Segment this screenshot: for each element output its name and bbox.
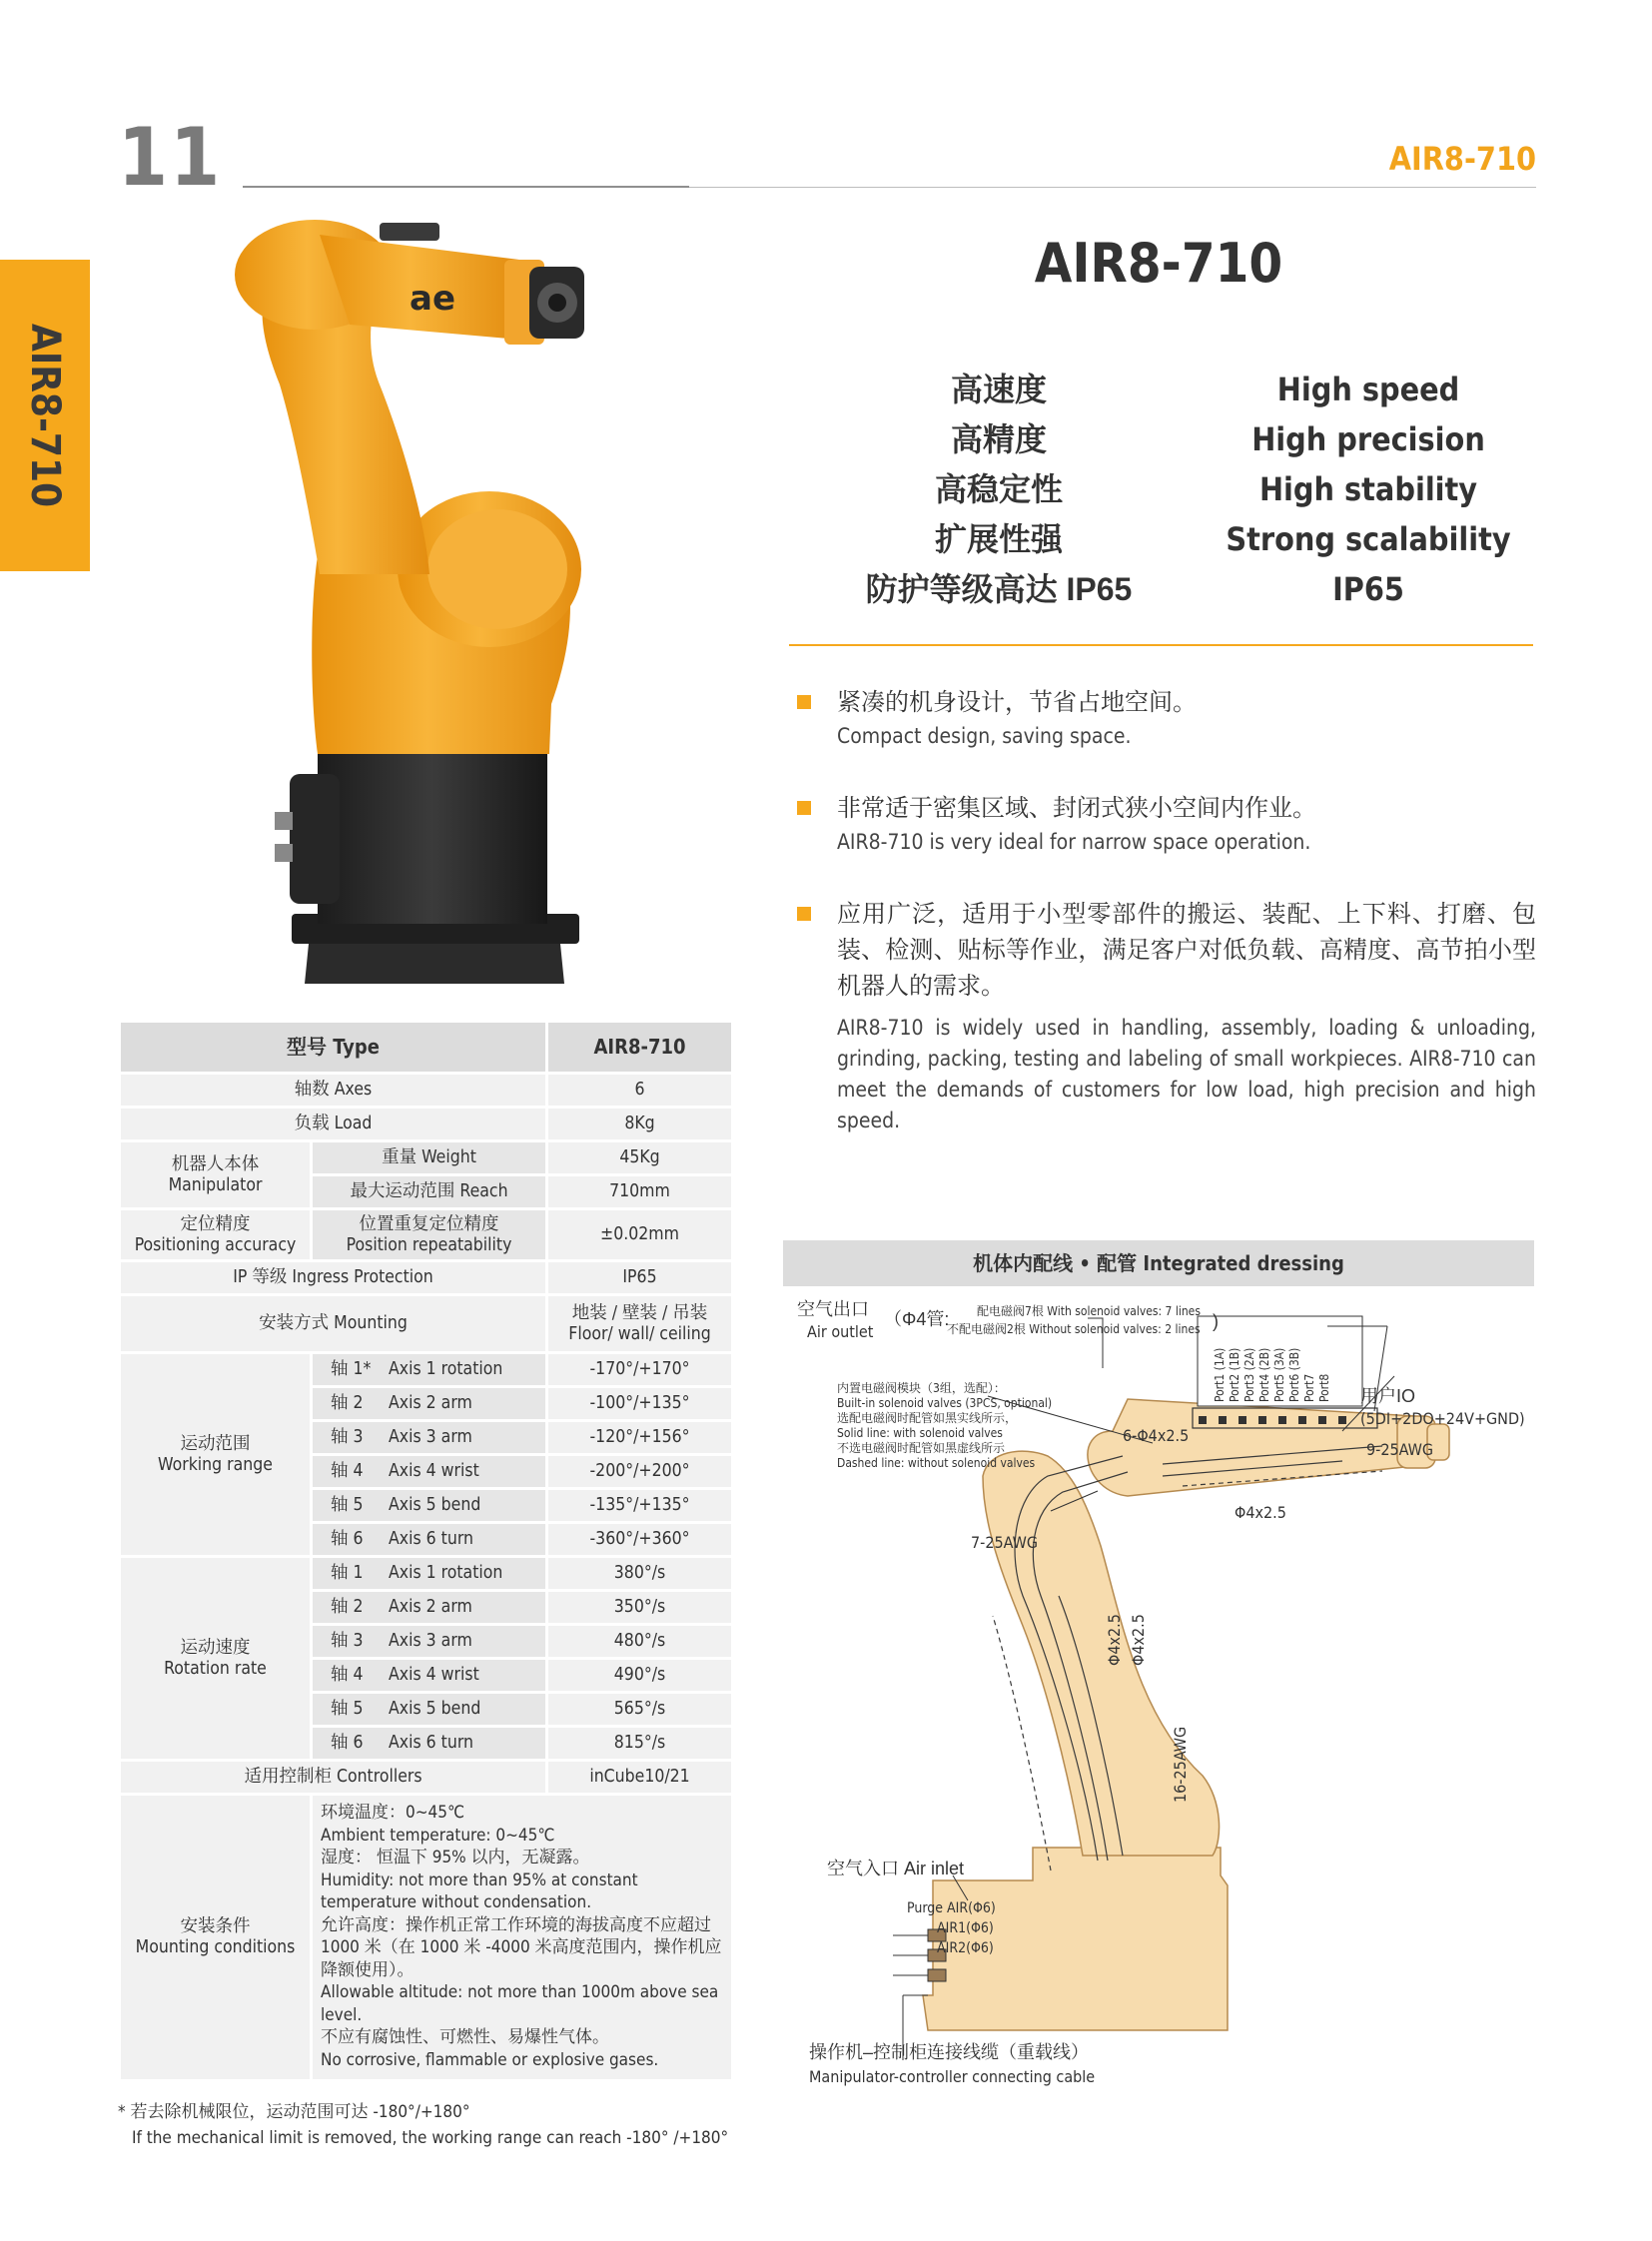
- without-valves: 不配电磁阀2根 Without solenoid valves: 2 lines: [947, 1322, 1201, 1336]
- range-value: -120°/+156°: [547, 1421, 733, 1455]
- port-label: Port5 (3A): [1272, 1347, 1286, 1402]
- table-row: [120, 1557, 733, 1591]
- rate-value: 565°/s: [547, 1693, 733, 1727]
- side-tab: [0, 260, 90, 571]
- feature-cn: 高速度: [950, 372, 1047, 407]
- valve-note: 不选电磁阀时配管如黑虚线所示: [837, 1441, 1006, 1455]
- tube-vertical: Φ4x2.5: [1105, 1614, 1124, 1666]
- mounting-value: 地装 / 壁装 / 吊装 Floor/ wall/ ceiling: [547, 1295, 733, 1353]
- tube-single: Φ4x2.5: [1235, 1503, 1286, 1522]
- axis-label: 轴 5 Axis 5 bend: [312, 1693, 547, 1727]
- weight-value: 45Kg: [547, 1141, 733, 1175]
- axis-label: 轴 1 Axis 1 rotation: [312, 1557, 547, 1591]
- table-row: [120, 1074, 733, 1108]
- feature-cn: 防护等级高达 IP65: [865, 571, 1133, 607]
- robot-arm-photo: [230, 215, 609, 1004]
- range-value: -170°/+170°: [547, 1353, 733, 1387]
- axis-label: 轴 1* Axis 1 rotation: [312, 1353, 547, 1387]
- load-value: 8Kg: [547, 1108, 733, 1141]
- dressing-title: 机体内配线 • 配管 Integrated dressing: [783, 1240, 1534, 1286]
- awg-9: 9-25AWG: [1366, 1440, 1434, 1459]
- port-label: Port8: [1317, 1373, 1331, 1402]
- table-row: [120, 1022, 733, 1074]
- page-number: 11: [118, 111, 223, 204]
- port-label: Port4 (2B): [1257, 1347, 1271, 1402]
- awg-16: 16-25AWG: [1171, 1726, 1190, 1803]
- rotation-rate-label: 运动速度 Rotation rate: [120, 1557, 312, 1761]
- air-outlet-cn: 空气出口: [797, 1299, 869, 1319]
- axis-label: 轴 3 Axis 3 arm: [312, 1625, 547, 1659]
- mounting-conditions-label: 安装条件 Mounting conditions: [120, 1795, 312, 2081]
- air-outlet-en: Air outlet: [807, 1322, 874, 1341]
- bullet-en: Compact design, saving space.: [837, 724, 1132, 748]
- manipulator-label: 机器人本体 Manipulator: [120, 1141, 312, 1209]
- valve-note: Built-in solenoid valves (3PCS, optional): [837, 1396, 1053, 1410]
- air1: AIR1(Φ6): [937, 1920, 994, 1936]
- table-row: [120, 1209, 733, 1261]
- valve-note: 内置电磁阀模块（3组，选配）：: [837, 1381, 1006, 1395]
- rate-value: 380°/s: [547, 1557, 733, 1591]
- axis-label: 轴 3 Axis 3 arm: [312, 1421, 547, 1455]
- bullet-en: AIR8-710 is very ideal for narrow space operation.: [837, 830, 1311, 854]
- mounting-conditions-text: 环境温度：0~45℃ Ambient temperature: 0~45℃ 湿度： 恒温下 95% 以内，无凝露。 Humidity: not more than 95% at constant temperature without condensation. 允许高度：操作机正常工作环境的海拔高度不应超过 1000 米（在 1000 米 -4000 米高度范围内，操作机应降额使用）。 Allowable altitude: not more than 1000m above sea level. 不应有腐蚀性、可燃性、易爆性气体。 No corrosive, flammable or explosive gases.: [312, 1795, 733, 2081]
- feature-en: Strong scalability: [1226, 520, 1511, 558]
- range-value: -135°/+135°: [547, 1489, 733, 1523]
- feature-cn: 扩展性强: [934, 521, 1063, 557]
- axis-label: 轴 4 Axis 4 wrist: [312, 1455, 547, 1489]
- valve-note: 选配电磁阀时配管如黑实线所示，: [837, 1411, 1018, 1425]
- port-label: Port1 (1A): [1213, 1347, 1227, 1402]
- feature-cn: 高稳定性: [934, 471, 1063, 507]
- mounting-label: 安装方式 Mounting: [120, 1295, 547, 1353]
- repeatability-value: ±0.02mm: [547, 1209, 733, 1261]
- cable-cn: 操作机–控制柜连接线缆（重载线）: [809, 2042, 1090, 2062]
- square-bullet-icon: [797, 801, 811, 815]
- bullet-cn: 应用广泛，适用于小型零部件的搬运、装配、上下料、打磨、包装、检测、贴标等作业，满足客户对低负载、高精度、高节拍小型机器人的需求。: [837, 901, 1536, 1000]
- range-value: -100°/+135°: [547, 1387, 733, 1421]
- feature-en: High precision: [1251, 420, 1485, 458]
- axis-label: 轴 5 Axis 5 bend: [312, 1489, 547, 1523]
- bullet-cn: 非常适于密集区域、封闭式狭小空间内作业。: [837, 795, 1316, 822]
- axis-label: 轴 6 Axis 6 turn: [312, 1727, 547, 1761]
- valve-note: Dashed line: without solenoid valves: [837, 1456, 1036, 1470]
- type-value: AIR8-710: [547, 1022, 733, 1074]
- port-label: Port6 (3B): [1287, 1347, 1301, 1402]
- valve-note: Solid line: with solenoid valves: [837, 1426, 1003, 1440]
- rate-value: 350°/s: [547, 1591, 733, 1625]
- axis-label: 轴 2 Axis 2 arm: [312, 1591, 547, 1625]
- table-row: [120, 1141, 733, 1175]
- ip-value: IP65: [547, 1261, 733, 1295]
- controllers-value: inCube10/21: [547, 1761, 733, 1795]
- axis-label: 轴 6 Axis 6 turn: [312, 1523, 547, 1557]
- feature-en: IP65: [1332, 570, 1404, 608]
- spec-table: [118, 1020, 734, 2082]
- table-row: [120, 1761, 733, 1795]
- axes-label: 轴数 Axes: [120, 1074, 547, 1108]
- controllers-label: 适用控制柜 Controllers: [120, 1761, 547, 1795]
- feature-en: High speed: [1276, 371, 1460, 408]
- axis-label: 轴 2 Axis 2 arm: [312, 1387, 547, 1421]
- air-inlet: 空气入口 Air inlet: [827, 1859, 965, 1878]
- user-io-en: (5DI+2DO+24V+GND): [1360, 1409, 1525, 1428]
- port-label: Port7: [1302, 1373, 1316, 1402]
- load-label: 负载 Load: [120, 1108, 547, 1141]
- phi4-tube: （Φ4管:: [884, 1309, 950, 1329]
- header-rule-accent: [243, 186, 689, 188]
- reach-label: 最大运动范围 Reach: [312, 1175, 547, 1209]
- range-value: -200°/+200°: [547, 1455, 733, 1489]
- feature-en: High stability: [1258, 470, 1478, 508]
- repeatability-label: 位置重复定位精度 Position repeatability: [312, 1209, 547, 1261]
- footnote-cn: * 若去除机械限位，运动范围可达 -180°/+180°: [118, 2102, 470, 2122]
- rate-value: 815°/s: [547, 1727, 733, 1761]
- side-tab-label: AIR8-710: [22, 323, 68, 508]
- axis-label: 轴 4 Axis 4 wrist: [312, 1659, 547, 1693]
- title-rule: [789, 644, 1533, 646]
- table-row: [120, 1261, 733, 1295]
- table-row: [120, 1295, 733, 1353]
- cable-en: Manipulator-controller connecting cable: [809, 2067, 1096, 2086]
- user-io-cn: 用户IO: [1360, 1386, 1416, 1406]
- with-valves: 配电磁阀7根 With solenoid valves: 7 lines: [977, 1304, 1201, 1318]
- weight-label: 重量 Weight: [312, 1141, 547, 1175]
- svg-text:ae: ae: [410, 279, 456, 319]
- square-bullet-icon: [797, 907, 811, 921]
- footnote-en: If the mechanical limit is removed, the working range can reach -180° /+180°: [132, 2128, 729, 2148]
- table-row: [120, 1108, 733, 1141]
- working-range-label: 运动范围 Working range: [120, 1353, 312, 1557]
- table-row: [120, 1353, 733, 1387]
- header-model: AIR8-710: [1388, 140, 1536, 178]
- port-label: Port3 (2A): [1242, 1347, 1256, 1402]
- product-title: AIR8-710: [1034, 232, 1283, 295]
- reach-value: 710mm: [547, 1175, 733, 1209]
- tube-vertical: Φ4x2.5: [1129, 1614, 1148, 1666]
- axes-value: 6: [547, 1074, 733, 1108]
- awg-7: 7-25AWG: [971, 1533, 1039, 1552]
- bullet-cn: 紧凑的机身设计，节省占地空间。: [837, 689, 1197, 716]
- range-value: -360°/+360°: [547, 1523, 733, 1557]
- type-label: 型号 Type: [120, 1022, 547, 1074]
- feature-cn: 高精度: [950, 421, 1047, 457]
- air2: AIR2(Φ6): [937, 1940, 994, 1956]
- ip-label: IP 等级 Ingress Protection: [120, 1261, 547, 1295]
- rate-value: 490°/s: [547, 1659, 733, 1693]
- table-row: [120, 1795, 733, 2081]
- bracket-close: ): [1213, 1311, 1219, 1331]
- tube-6x4: 6-Φ4x2.5: [1123, 1426, 1190, 1445]
- rate-value: 480°/s: [547, 1625, 733, 1659]
- square-bullet-icon: [797, 695, 811, 709]
- positioning-label: 定位精度 Positioning accuracy: [120, 1209, 312, 1261]
- bullet-en: AIR8-710 is widely used in handling, assembly, loading & unloading, grinding, packing, testing and labeling of small workpieces. AIR8-710 can meet the demands of customers for low load, high precision and high speed.: [837, 1016, 1536, 1132]
- purge-air: Purge AIR(Φ6): [907, 1900, 996, 1916]
- port-label: Port2 (1B): [1228, 1347, 1241, 1402]
